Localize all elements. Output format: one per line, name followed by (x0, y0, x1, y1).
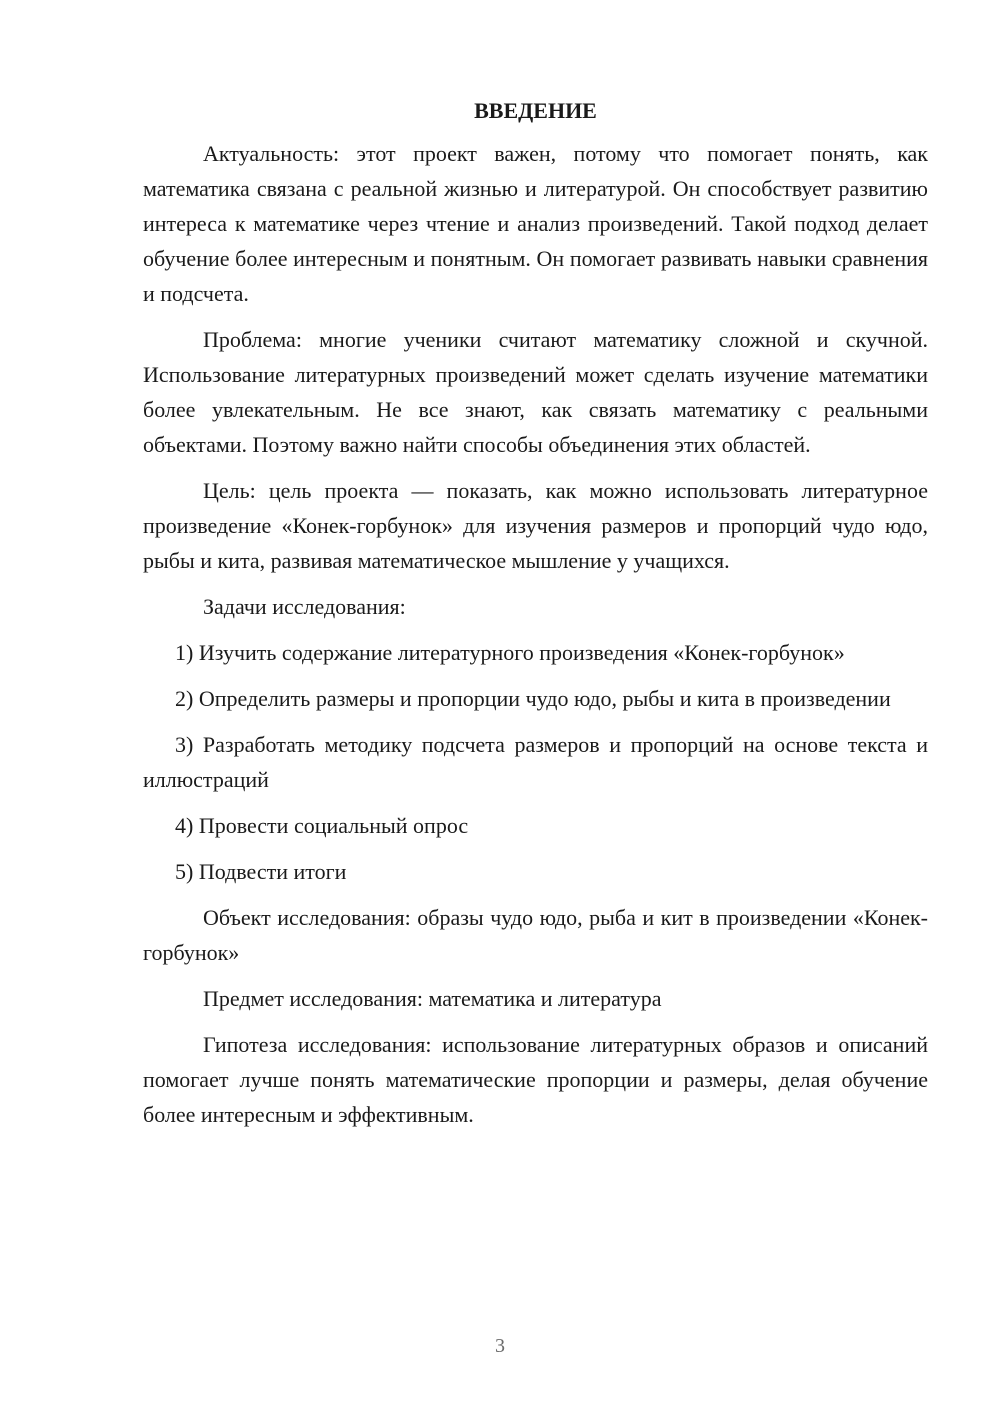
section-title: ВВЕДЕНИЕ (474, 98, 597, 123)
tasks-heading: Задачи исследования: (203, 594, 406, 619)
task-item-1: 1) Изучить содержание литературного произведения «Конек-горбунок» (175, 640, 845, 665)
hypothesis-paragraph: Гипотеза исследования: использование литературных образов и описаний помогает лучше понять математические пропорции и размеры, делая обучение более интересным и эффективным. (143, 1032, 928, 1127)
document-page (143, 96, 928, 1143)
goal-paragraph: Цель: цель проекта — показать, как можно использовать литературное произведение «Конек-горбунок» для изучения размеров и пропорций чудо юдо, рыбы и кита, развивая математическое мышление у учащихся. (143, 478, 928, 573)
problem-paragraph: Проблема: многие ученики считают математику сложной и скучной. Использование литературных произведений может сделать изучение математики более увлекательным. Не все знают, как связать математику с реальными объектами. Поэтому важно найти способы объединения этих областей. (143, 327, 928, 457)
task-item-3: 3) Разработать методику подсчета размеров и пропорций на основе текста и иллюстраций (143, 732, 928, 792)
relevance-paragraph: Актуальность: этот проект важен, потому что помогает понять, как математика связана с реальной жизнью и литературой. Он способствует развитию интереса к математике через чтение и анализ произведений. Такой подход делает обучение более интересным и понятным. Он помогает развивать навыки сравнения и подсчета. (143, 141, 928, 306)
task-item-2: 2) Определить размеры и пропорции чудо юдо, рыбы и кита в произведении (175, 686, 891, 711)
task-item-4: 4) Провести социальный опрос (175, 813, 469, 838)
subject-paragraph: Предмет исследования: математика и литература (203, 986, 662, 1011)
object-paragraph: Объект исследования: образы чудо юдо, рыба и кит в произведении «Конек-горбунок» (143, 905, 928, 965)
task-item-5: 5) Подвести итоги (175, 859, 347, 884)
page-number: 3 (495, 1335, 505, 1357)
